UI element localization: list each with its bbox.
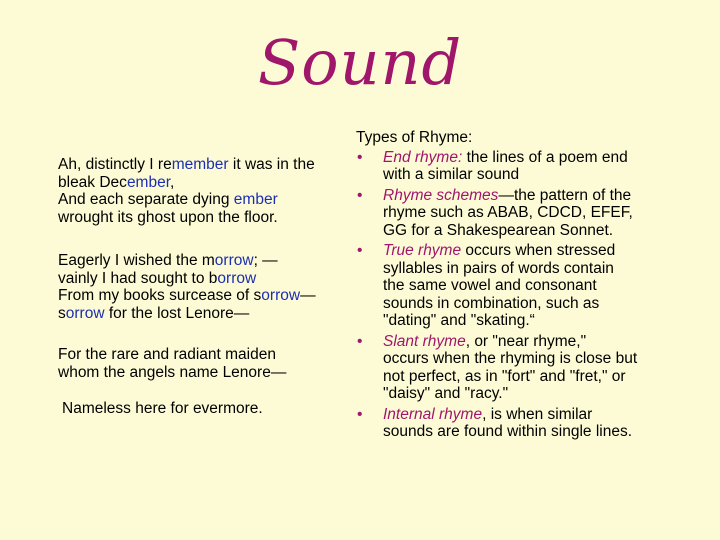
rhyme-type-text: —the pattern of the bbox=[498, 186, 632, 204]
poem-text: for the lost Lenore— bbox=[104, 304, 250, 322]
bullet-icon: • bbox=[357, 332, 363, 350]
rhyme-highlight: ember bbox=[126, 173, 171, 191]
poem-line bbox=[58, 305, 348, 323]
poem-line: Nameless here for evermore. bbox=[62, 400, 263, 417]
rhyme-type-line: the same vowel and consonant bbox=[383, 277, 597, 294]
rhyme-highlight: orrow bbox=[65, 304, 105, 322]
poem-stanza-1 bbox=[58, 156, 348, 226]
rhyme-highlight: ember bbox=[233, 191, 278, 208]
bullet-icon: • bbox=[357, 186, 363, 204]
rhyme-highlight: orrow bbox=[261, 287, 301, 304]
rhyme-type-line bbox=[383, 187, 686, 205]
rhyme-type-term: True rhyme bbox=[383, 242, 462, 259]
rhyme-highlight: member bbox=[171, 156, 229, 173]
rhyme-type-item bbox=[356, 406, 686, 441]
bullet-icon: • bbox=[357, 405, 363, 423]
rhyme-types-heading: Types of Rhyme: bbox=[356, 129, 473, 146]
poem-text: Ah, distinctly I re bbox=[58, 156, 172, 173]
poem-line bbox=[58, 252, 348, 270]
rhyme-type-item bbox=[356, 333, 686, 403]
rhyme-type-line: with a similar sound bbox=[383, 166, 520, 183]
rhyme-type-line: not perfect, as in "fort" and "fret," or bbox=[383, 367, 626, 385]
rhyme-type-term: Slant rhyme bbox=[383, 332, 466, 350]
rhyme-type-text: occurs when stressed bbox=[461, 242, 616, 259]
poem-text: — bbox=[300, 287, 316, 304]
rhyme-type-line: "daisy" and "racy." bbox=[383, 385, 509, 402]
rhyme-type-item bbox=[356, 149, 686, 184]
rhyme-type-line bbox=[383, 149, 686, 167]
rhyme-type-line: syllables in pairs of words contain bbox=[383, 259, 614, 277]
rhyme-type-text: , is when similar bbox=[482, 405, 593, 423]
rhyme-type-item bbox=[356, 187, 686, 240]
rhyme-highlight: orrow bbox=[214, 252, 254, 269]
poem-line bbox=[58, 174, 348, 192]
poem-text: , bbox=[170, 173, 175, 191]
poem-line bbox=[58, 156, 348, 174]
rhyme-type-term: End rhyme: bbox=[383, 148, 463, 166]
rhyme-type-line: occurs when the rhyming is close but bbox=[383, 350, 638, 367]
rhyme-type-line: rhyme such as ABAB, CDCD, EFEF, bbox=[383, 204, 633, 221]
poem-line bbox=[58, 270, 348, 288]
rhyme-type-line: sounds are found within single lines. bbox=[383, 423, 633, 440]
rhyme-highlight: orrow bbox=[217, 269, 257, 287]
rhyme-type-text: , or "near rhyme," bbox=[465, 332, 587, 350]
rhyme-type-line: "dating" and "skating.“ bbox=[383, 312, 535, 329]
poem-text: Eagerly I wished the m bbox=[58, 252, 215, 269]
poem-stanza-4 bbox=[62, 400, 352, 418]
poem-text: s bbox=[58, 304, 66, 322]
poem-line: wrought its ghost upon the floor. bbox=[58, 208, 278, 226]
rhyme-type-line bbox=[383, 333, 686, 351]
poem-line: whom the angels name Lenore— bbox=[58, 363, 287, 381]
slide-title: Sound bbox=[257, 26, 463, 99]
bullet-icon: • bbox=[357, 242, 363, 259]
rhyme-types-panel bbox=[356, 129, 686, 441]
poem-line bbox=[58, 191, 348, 209]
rhyme-types-list bbox=[356, 149, 686, 441]
rhyme-type-line: GG for a Shakespearean Sonnet. bbox=[383, 221, 614, 239]
poem-stanza-3 bbox=[58, 346, 348, 381]
poem-text: From my books surcease of s bbox=[58, 287, 262, 304]
poem-line: For the rare and radiant maiden bbox=[58, 346, 276, 363]
rhyme-type-item bbox=[356, 242, 686, 330]
poem-text: bleak Dec bbox=[58, 173, 127, 191]
bullet-icon: • bbox=[357, 148, 363, 166]
poem-text: vainly I had sought to b bbox=[58, 269, 218, 287]
rhyme-type-line: sounds in combination, such as bbox=[383, 294, 600, 312]
poem-text: ; — bbox=[253, 252, 278, 269]
poem-stanza-2 bbox=[58, 252, 348, 322]
poem-line bbox=[58, 287, 348, 305]
rhyme-type-term: Rhyme schemes bbox=[383, 186, 499, 204]
poem-text: it was in the bbox=[228, 156, 315, 173]
rhyme-type-line bbox=[383, 242, 686, 260]
rhyme-type-text: the lines of a poem end bbox=[462, 148, 628, 166]
poem-text: And each separate dying bbox=[58, 191, 234, 208]
rhyme-type-line bbox=[383, 406, 686, 424]
rhyme-type-term: Internal rhyme bbox=[383, 405, 483, 423]
